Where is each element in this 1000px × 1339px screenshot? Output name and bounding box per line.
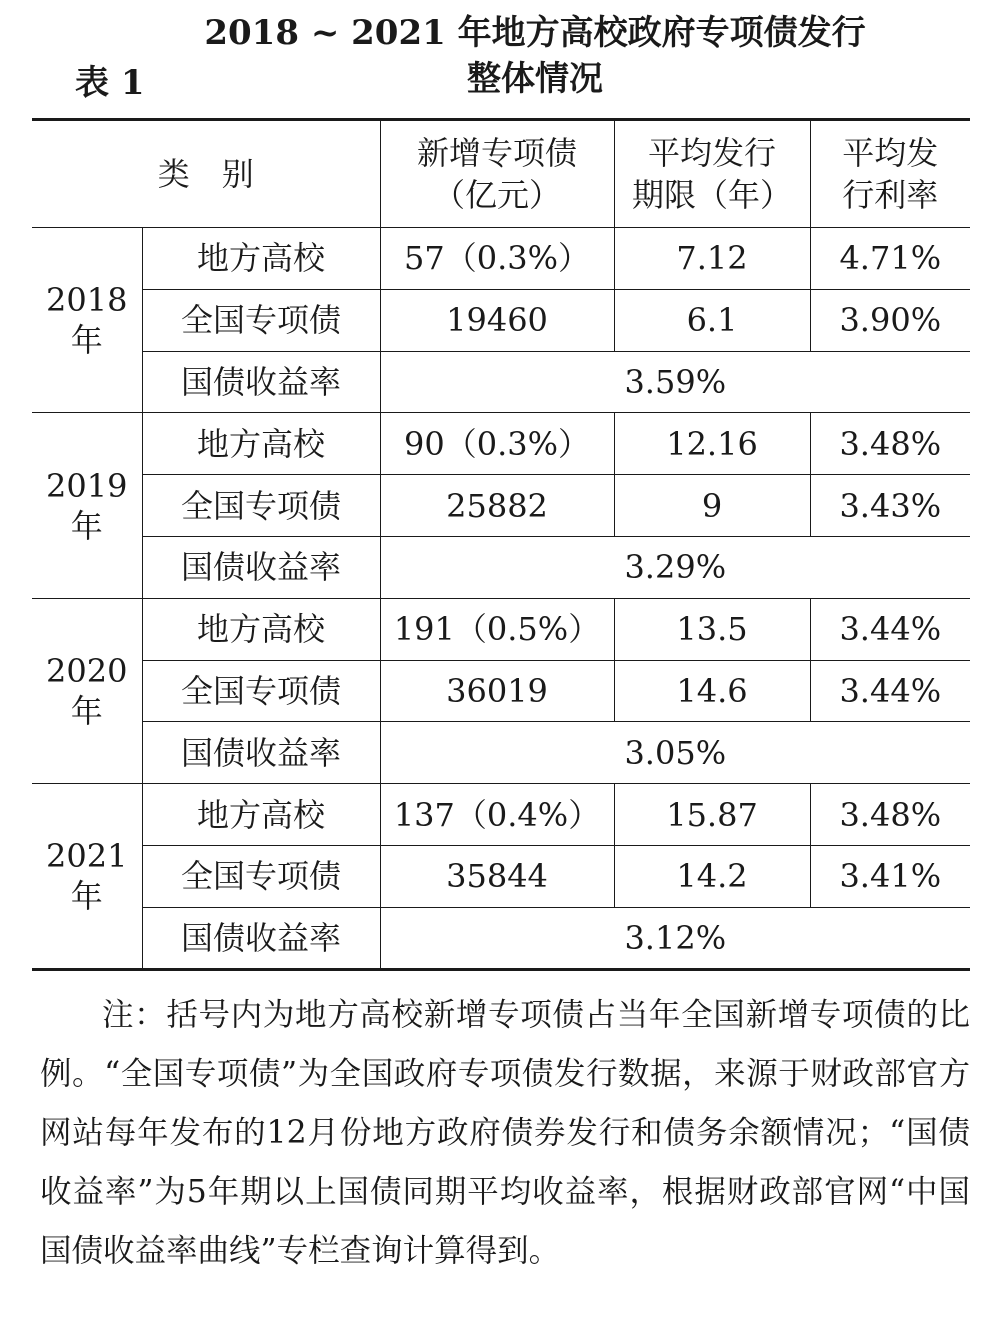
treasury-yield-cell: 3.29% bbox=[380, 536, 970, 598]
treasury-yield-cell: 3.59% bbox=[380, 351, 970, 413]
table-title-line-1: 2018 ~ 2021 年地方高校政府专项债发行 bbox=[204, 13, 866, 53]
new-bond-cell: 57（0.3%） bbox=[380, 228, 614, 290]
table-row bbox=[32, 413, 970, 475]
avg-rate-cell: 3.90% bbox=[810, 289, 970, 351]
table-note bbox=[40, 986, 970, 1281]
column-header-new-bond: 新增专项债 （亿元） bbox=[380, 120, 614, 228]
avg-rate-cell: 3.43% bbox=[810, 475, 970, 537]
category-cell: 地方高校 bbox=[142, 598, 380, 660]
avg-rate-cell: 4.71% bbox=[810, 228, 970, 290]
year-value: 2020 bbox=[46, 651, 128, 690]
table-row bbox=[32, 907, 970, 969]
category-cell: 地方高校 bbox=[142, 413, 380, 475]
table-row bbox=[32, 475, 970, 537]
avg-rate-cell: 3.44% bbox=[810, 598, 970, 660]
category-cell: 国债收益率 bbox=[142, 351, 380, 413]
category-cell: 地方高校 bbox=[142, 228, 380, 290]
table-row bbox=[32, 289, 970, 351]
category-cell: 国债收益率 bbox=[142, 536, 380, 598]
year-suffix: 年 bbox=[70, 321, 103, 360]
treasury-yield-cell: 3.05% bbox=[380, 722, 970, 784]
table-row bbox=[32, 845, 970, 907]
avg-term-cell: 7.12 bbox=[614, 228, 810, 290]
new-bond-cell: 36019 bbox=[380, 660, 614, 722]
category-cell: 全国专项债 bbox=[142, 475, 380, 537]
table-body bbox=[32, 228, 970, 970]
table-row bbox=[32, 228, 970, 290]
new-bond-cell: 137（0.4%） bbox=[380, 784, 614, 846]
table-title-line-2: 整体情况 bbox=[467, 59, 603, 99]
table-row bbox=[32, 598, 970, 660]
avg-rate-cell: 3.48% bbox=[810, 784, 970, 846]
year-value: 2019 bbox=[46, 466, 128, 505]
table-row bbox=[32, 722, 970, 784]
column-header-category: 类 别 bbox=[32, 120, 380, 228]
year-value: 2018 bbox=[46, 281, 128, 320]
avg-term-cell: 13.5 bbox=[614, 598, 810, 660]
column-header-avg-term: 平均发行 期限（年） bbox=[614, 120, 810, 228]
new-bond-cell: 19460 bbox=[380, 289, 614, 351]
column-header-avg-rate: 平均发 行利率 bbox=[810, 120, 970, 228]
avg-rate-cell: 3.41% bbox=[810, 845, 970, 907]
new-bond-cell: 25882 bbox=[380, 475, 614, 537]
treasury-yield-cell: 3.12% bbox=[380, 907, 970, 969]
table-header bbox=[0, 0, 1000, 118]
year-suffix: 年 bbox=[70, 691, 103, 730]
table-row bbox=[32, 351, 970, 413]
avg-term-cell: 9 bbox=[614, 475, 810, 537]
category-cell: 国债收益率 bbox=[142, 907, 380, 969]
year-suffix: 年 bbox=[70, 876, 103, 915]
bond-issuance-table bbox=[32, 118, 970, 971]
table-label: 表 1 bbox=[75, 63, 145, 103]
category-cell: 地方高校 bbox=[142, 784, 380, 846]
avg-rate-cell: 3.44% bbox=[810, 660, 970, 722]
category-cell: 全国专项债 bbox=[142, 660, 380, 722]
category-cell: 全国专项债 bbox=[142, 845, 380, 907]
note-text: 注：括号内为地方高校新增专项债占当年全国新增专项债的比例。“全国专项债”为全国政府专项债发行数据，来源于财政部官方网站每年发布的12月份地方政府债券发行和债务余额情况；“国债收益率”为5年期以上国债同期平均收益率，根据财政部官网“中国国债收益率曲线”专栏查询计算得到。 bbox=[40, 997, 970, 1269]
table-row bbox=[32, 660, 970, 722]
new-bond-cell: 191（0.5%） bbox=[380, 598, 614, 660]
category-cell: 国债收益率 bbox=[142, 722, 380, 784]
new-bond-cell: 90（0.3%） bbox=[380, 413, 614, 475]
year-value: 2021 bbox=[46, 836, 128, 875]
avg-term-cell: 14.6 bbox=[614, 660, 810, 722]
table-row bbox=[32, 784, 970, 846]
avg-term-cell: 15.87 bbox=[614, 784, 810, 846]
year-cell bbox=[32, 413, 142, 598]
year-cell bbox=[32, 598, 142, 783]
avg-term-cell: 12.16 bbox=[614, 413, 810, 475]
new-bond-cell: 35844 bbox=[380, 845, 614, 907]
table-row bbox=[32, 536, 970, 598]
avg-term-cell: 6.1 bbox=[614, 289, 810, 351]
table-header-row bbox=[32, 120, 970, 228]
category-cell: 全国专项债 bbox=[142, 289, 380, 351]
year-cell bbox=[32, 228, 142, 413]
year-suffix: 年 bbox=[70, 506, 103, 545]
avg-term-cell: 14.2 bbox=[614, 845, 810, 907]
year-cell bbox=[32, 784, 142, 969]
avg-rate-cell: 3.48% bbox=[810, 413, 970, 475]
